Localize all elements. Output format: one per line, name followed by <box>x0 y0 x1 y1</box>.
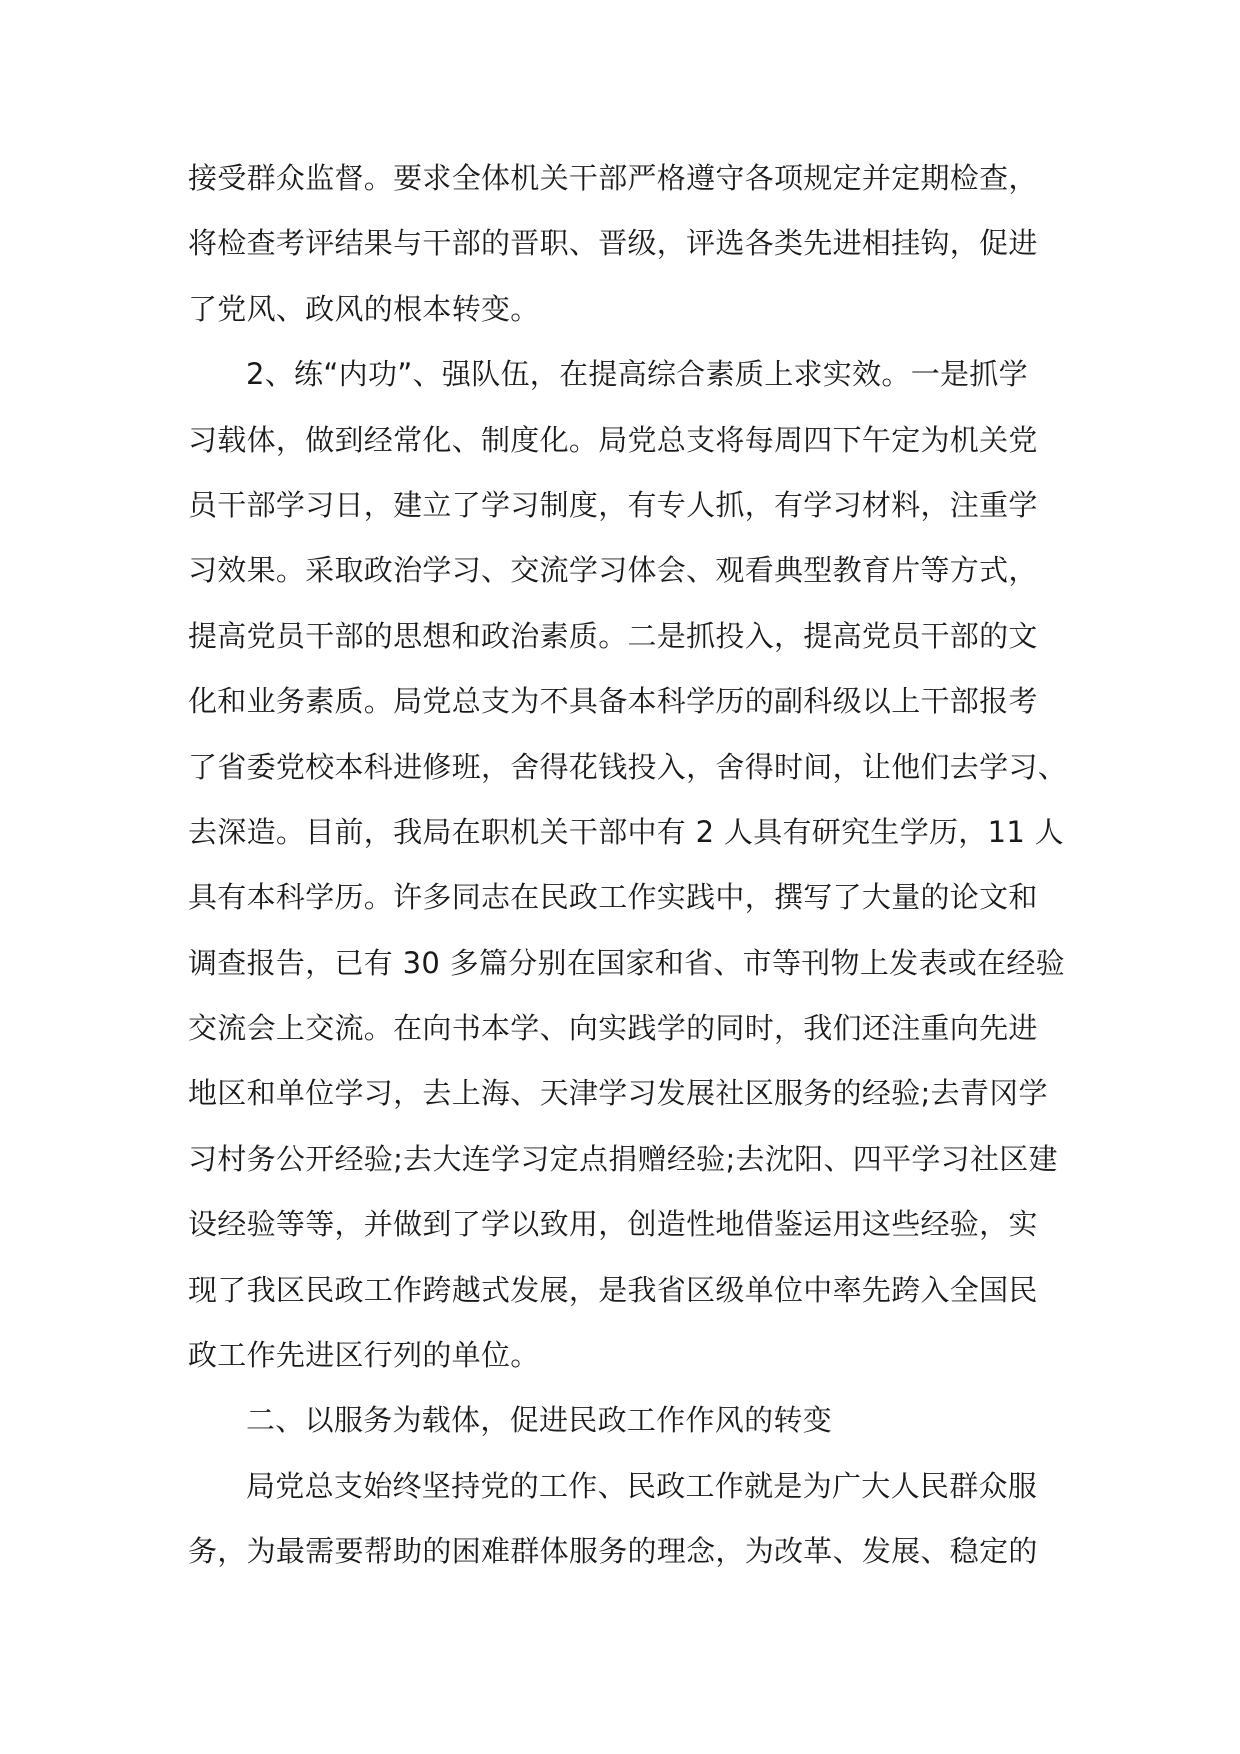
text-line: 2、练“内功”、强队伍，在提高综合素质上求实效。一是抓学 <box>246 357 1028 392</box>
text-line: 习村务公开经验;去大连学习定点捐赠经验;去沈阳、四平学习社区建 <box>188 1141 1058 1176</box>
text-line: 局党总支始终坚持党的工作、民政工作就是为广大人民群众服 <box>246 1468 1038 1503</box>
text-line: 提高党员干部的思想和政治素质。二是抓投入，提高党员干部的文 <box>188 618 1038 653</box>
text-line: 了省委党校本科进修班，舍得花钱投入，舍得时间，让他们去学习、 <box>188 749 1068 784</box>
text-line: 习载体，做到经常化、制度化。局党总支将每周四下午定为机关党 <box>188 422 1038 457</box>
text-line: 政工作先进区行列的单位。 <box>188 1338 540 1373</box>
text-line: 设经验等等，并做到了学以致用，创造性地借鉴运用这些经验，实 <box>188 1207 1038 1242</box>
text-line: 习效果。采取政治学习、交流学习体会、观看典型教育片等方式， <box>188 553 1038 588</box>
text-line: 具有本科学历。许多同志在民政工作实践中，撰写了大量的论文和 <box>188 880 1038 915</box>
text-line: 化和业务素质。局党总支为不具备本科学历的副科级以上干部报考 <box>188 684 1038 719</box>
text-line: 现了我区民政工作跨越式发展，是我省区级单位中率先跨入全国民 <box>188 1272 1038 1307</box>
text-line: 调查报告，已有 30 多篇分别在国家和省、市等刊物上发表或在经验 <box>188 945 1065 980</box>
text-line: 将检查考评结果与干部的晋职、晋级，评选各类先进相挂钩，促进 <box>188 226 1038 261</box>
text-line: 接受群众监督。要求全体机关干部严格遵守各项规定并定期检查， <box>188 161 1038 195</box>
text-line: 地区和单位学习，去上海、天津学习发展社区服务的经验;去青冈学 <box>188 1076 1048 1111</box>
text-line: 去深造。目前，我局在职机关干部中有 2 人具有研究生学历，11 人 <box>188 814 1064 849</box>
text-line: 务，为最需要帮助的困难群体服务的理念，为改革、发展、稳定的 <box>188 1534 1038 1569</box>
text-line: 员干部学习日，建立了学习制度，有专人抓，有学习材料，注重学 <box>188 487 1038 522</box>
section-heading: 二、以服务为载体，促进民政工作作风的转变 <box>246 1403 833 1438</box>
text-line: 了党风、政风的根本转变。 <box>188 291 540 326</box>
document-body <box>188 146 1068 1585</box>
text-line: 交流会上交流。在向书本学、向实践学的同时，我们还注重向先进 <box>188 1011 1038 1046</box>
